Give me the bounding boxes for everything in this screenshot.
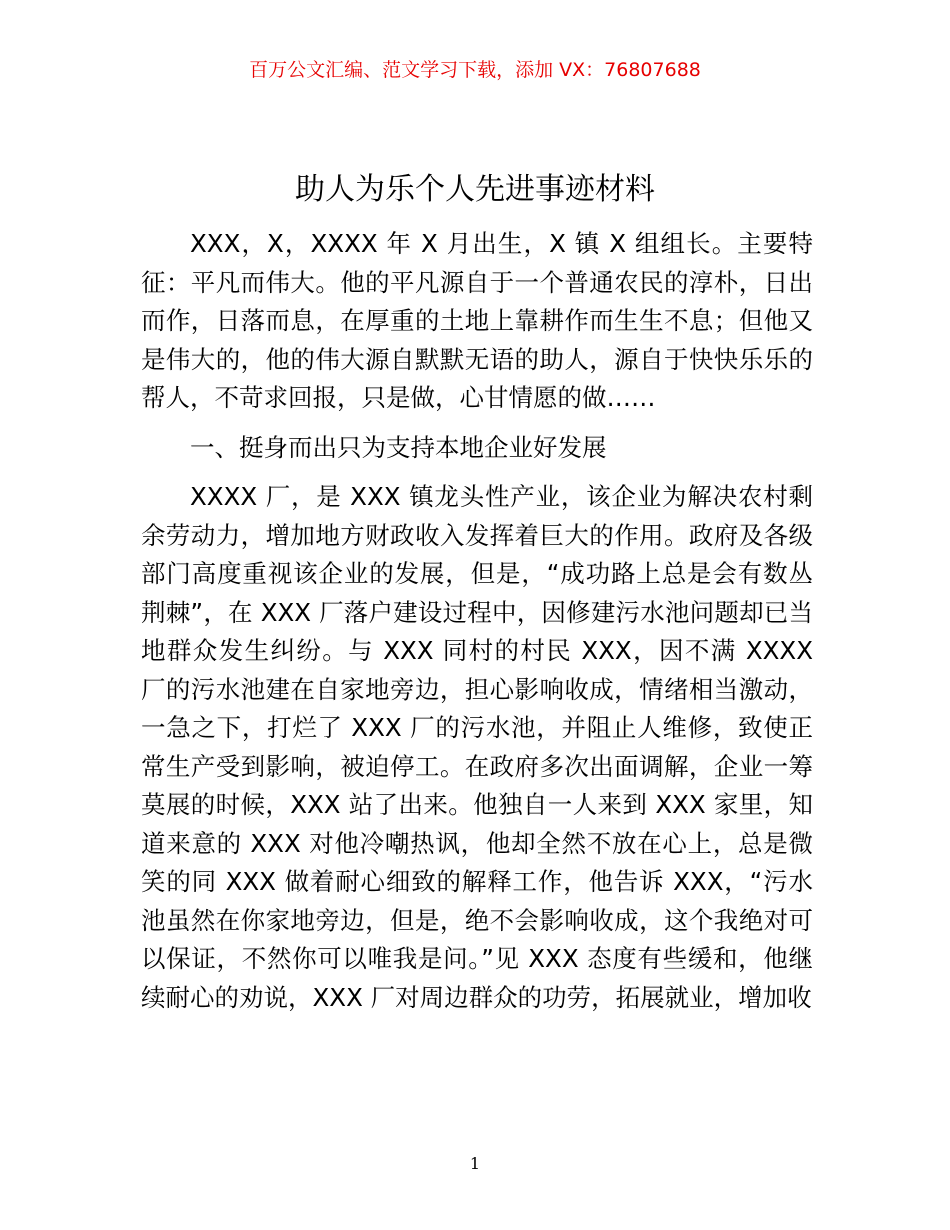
paragraph-story: XXXX 厂，是 XXX 镇龙头性产业，该企业为解决农村剩余劳动力，增加地方财政收入发挥着巨大的作用。政府及各级部门高度重视该企业的发展，但是，“成功路上总是会有数丛荆棘”，在 XXX 厂落户建设过程中，因修建污水池问题却已当地群众发生纠纷。与 XXX 同村的村民 XXX，因不满 XXXX 厂的污水池建在自家地旁边，担心影响收成，情绪相当激动，一急之下，打烂了 XXX 厂的污水池，并阻止人维修，致使正常生产受到影响，被迫停工。在政府多次出面调解，企业一筹莫展的时候，XXX 站了出来。他独自一人来到 XXX 家里，知道来意的 XXX 对他冷嘲热讽，他却全然不放在心上，总是微笑的同 XXX 做着耐心细致的解释工作，他告诉 XXX，“污水池虽然在你家地旁边，但是，绝不会影响收成，这个我绝对可以保证，不然你可以唯我是问。”见 XXX 态度有些缓和，他继续耐心的劝说，XXX 厂对周边群众的功劳，拓展就业，增加收 [141,482,813,1012]
paragraph-intro: XXX，X，XXXX 年 X 月出生，X 镇 X 组组长。主要特征：平凡而伟大。他的平凡源自于一个普通农民的淳朴，日出而作，日落而息，在厚重的土地上靠耕作而生生不息；但他又是伟大的，他的伟大源自默默无语的助人，源自于快快乐乐的帮人，不苛求回报，只是做，心甘情愿的做…… [141,229,813,412]
document-body [141,225,813,1017]
section-heading: 一、挺身而出只为支持本地企业好发展 [190,432,607,462]
page-number: 1 [469,1154,481,1173]
header-banner: 百万公文汇编、范文学习下载，添加 VX：76807688 [249,59,701,81]
document-title: 助人为乐个人先进事迹材料 [295,172,655,207]
